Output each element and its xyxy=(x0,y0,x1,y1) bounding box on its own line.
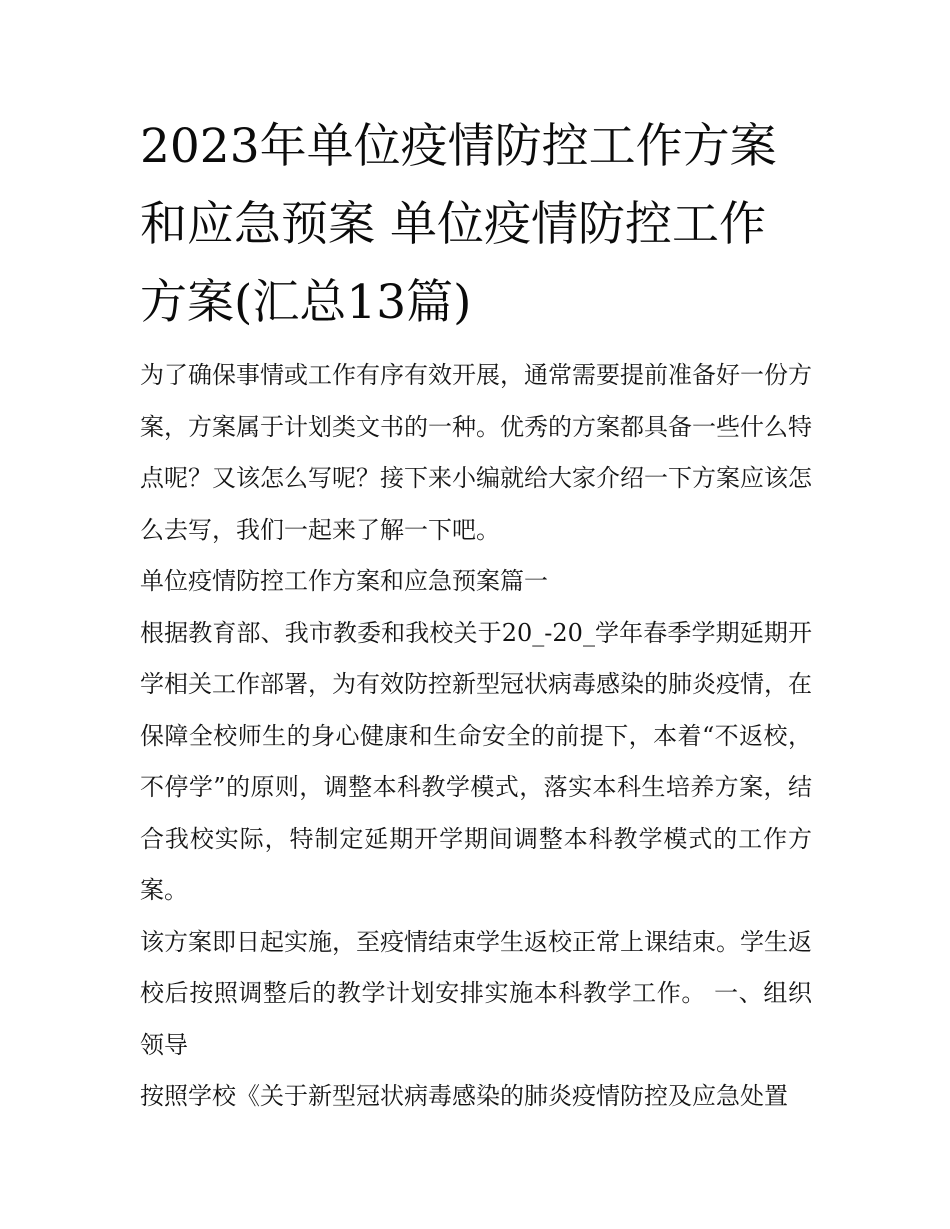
body-paragraph: 该方案即日起实施，至疫情结束学生返校正常上课结束。学生返校后按照调整后的教学计划安排实施本科教学工作。 一、组织领导 xyxy=(140,927,812,1059)
body-paragraph: 按照学校《关于新型冠状病毒感染的肺炎疫情防控及应急处置 xyxy=(140,1082,788,1110)
document-content xyxy=(140,108,812,1123)
section-heading: 单位疫情防控工作方案和应急预案篇一 xyxy=(140,567,548,595)
document-body xyxy=(140,350,812,1123)
intro-paragraph: 为了确保事情或工作有序有效开展，通常需要提前准备好一份方案，方案属于计划类文书的一种。优秀的方案都具备一些什么特点呢？又该怎么写呢？接下来小编就给大家介绍一下方案应该怎么去写，我们一起来了解一下吧。 xyxy=(140,361,812,544)
document-title: 2023年单位疫情防控工作方案和应急预案 单位疫情防控工作方案(汇总13篇) xyxy=(140,119,777,330)
body-paragraph: 根据教育部、我市教委和我校关于20_-20_学年春季学期延期开学相关工作部署，为有效防控新型冠状病毒感染的肺炎疫情，在保障全校师生的身心健康和生命安全的前提下，本着“不返校，不停学”的原则，调整本科教学模式，落实本科生培养方案，结合我校实际，特制定延期开学期间调整本科教学模式的工作方案。 xyxy=(140,618,812,904)
